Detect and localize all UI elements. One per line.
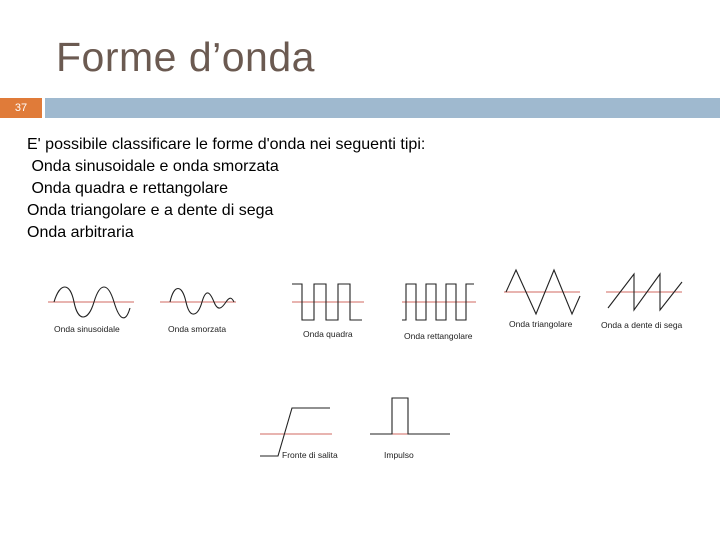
sine-wave-caption: Onda sinusoidale (54, 324, 120, 334)
triangular-wave-caption: Onda triangolare (509, 319, 573, 329)
rectangular-wave-caption: Onda rettangolare (404, 331, 473, 341)
body-line: E' possibile classificare le forme d'onda nei seguenti tipi: (27, 136, 426, 153)
title-rule (45, 98, 720, 118)
square-wave-caption: Onda quadra (303, 329, 353, 339)
rectangular-wave-diagram (400, 280, 478, 328)
impulse-caption: Impulso (384, 450, 414, 460)
sawtooth-wave-diagram (604, 268, 684, 320)
square-wave-diagram (290, 280, 366, 328)
sawtooth-wave-caption: Onda a dente di sega (601, 320, 683, 330)
ramp-caption: Fronte di salita (282, 450, 338, 460)
sine-wave-diagram (46, 280, 136, 324)
triangular-wave-diagram (502, 266, 582, 318)
body-line: Onda triangolare e a dente di sega (27, 202, 274, 219)
page-number: 37 (0, 98, 42, 118)
body-line: Onda quadra e rettangolare (27, 180, 229, 197)
damped-wave-diagram (158, 280, 238, 324)
body-line: Onda sinusoidale e onda smorzata (27, 158, 279, 175)
damped-wave-caption: Onda smorzata (168, 324, 227, 334)
impulse-diagram (368, 396, 452, 444)
body-text (27, 134, 425, 244)
slide-title: Forme d’onda (56, 34, 315, 80)
body-line: Onda arbitraria (27, 224, 134, 241)
